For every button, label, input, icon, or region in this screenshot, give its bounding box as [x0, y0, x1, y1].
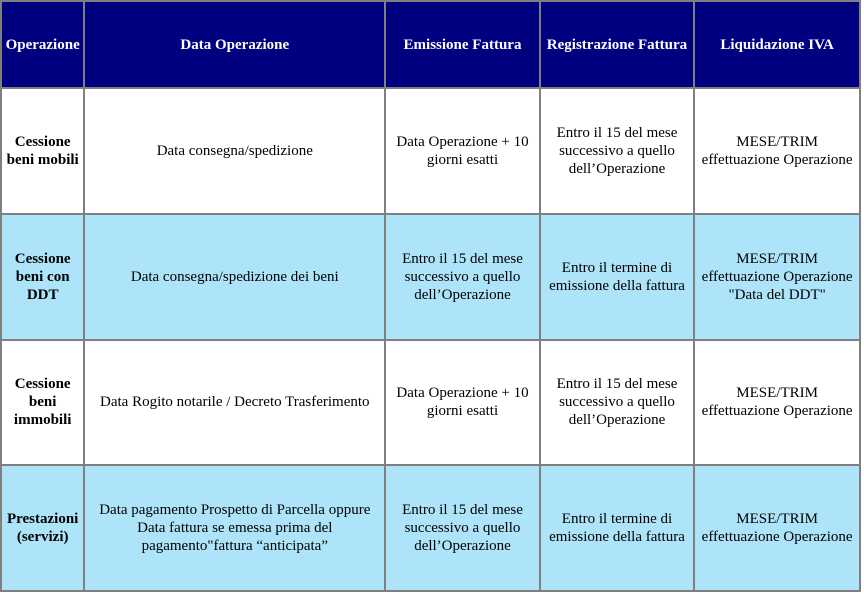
- cell-operazione: Cessione beni mobili: [2, 89, 83, 213]
- cell-operazione: Cessione beni immobili: [2, 341, 83, 465]
- header-row: [2, 2, 859, 87]
- cell-data-operazione: Data Rogito notarile / Decreto Trasferimento: [85, 341, 384, 465]
- cell-emissione-fattura: Entro il 15 del mese successivo a quello dell’Operazione: [386, 466, 539, 590]
- header-emissione-fattura: Emissione Fattura: [386, 2, 539, 87]
- cell-emissione-fattura: Data Operazione + 10 giorni esatti: [386, 341, 539, 465]
- cell-registrazione-fattura: Entro il 15 del mese successivo a quello dell’Operazione: [541, 341, 694, 465]
- cell-data-operazione: Data pagamento Prospetto di Parcella oppure Data fattura se emessa prima del pagamento"fattura “anticipata”: [85, 466, 384, 590]
- cell-operazione: Prestazioni (servizi): [2, 466, 83, 590]
- cell-data-operazione: Data consegna/spedizione: [85, 89, 384, 213]
- cell-emissione-fattura: Entro il 15 del mese successivo a quello dell’Operazione: [386, 215, 539, 339]
- table-row: [2, 466, 859, 590]
- table-row: [2, 89, 859, 213]
- cell-registrazione-fattura: Entro il termine di emissione della fattura: [541, 466, 694, 590]
- cell-liquidazione-iva: MESE/TRIM effettuazione Operazione: [695, 466, 859, 590]
- table-row: [2, 341, 859, 465]
- header-data-operazione: Data Operazione: [85, 2, 384, 87]
- cell-data-operazione: Data consegna/spedizione dei beni: [85, 215, 384, 339]
- cell-liquidazione-iva: MESE/TRIM effettuazione Operazione: [695, 341, 859, 465]
- header-liquidazione-iva: Liquidazione IVA: [695, 2, 859, 87]
- cell-registrazione-fattura: Entro il termine di emissione della fattura: [541, 215, 694, 339]
- header-operazione: Operazione: [2, 2, 83, 87]
- header-registrazione-fattura: Registrazione Fattura: [541, 2, 694, 87]
- cell-operazione: Cessione beni con DDT: [2, 215, 83, 339]
- cell-liquidazione-iva: MESE/TRIM effettuazione Operazione "Data del DDT": [695, 215, 859, 339]
- cell-registrazione-fattura: Entro il 15 del mese successivo a quello dell’Operazione: [541, 89, 694, 213]
- cell-liquidazione-iva: MESE/TRIM effettuazione Operazione: [695, 89, 859, 213]
- table-row: [2, 215, 859, 339]
- cell-emissione-fattura: Data Operazione + 10 giorni esatti: [386, 89, 539, 213]
